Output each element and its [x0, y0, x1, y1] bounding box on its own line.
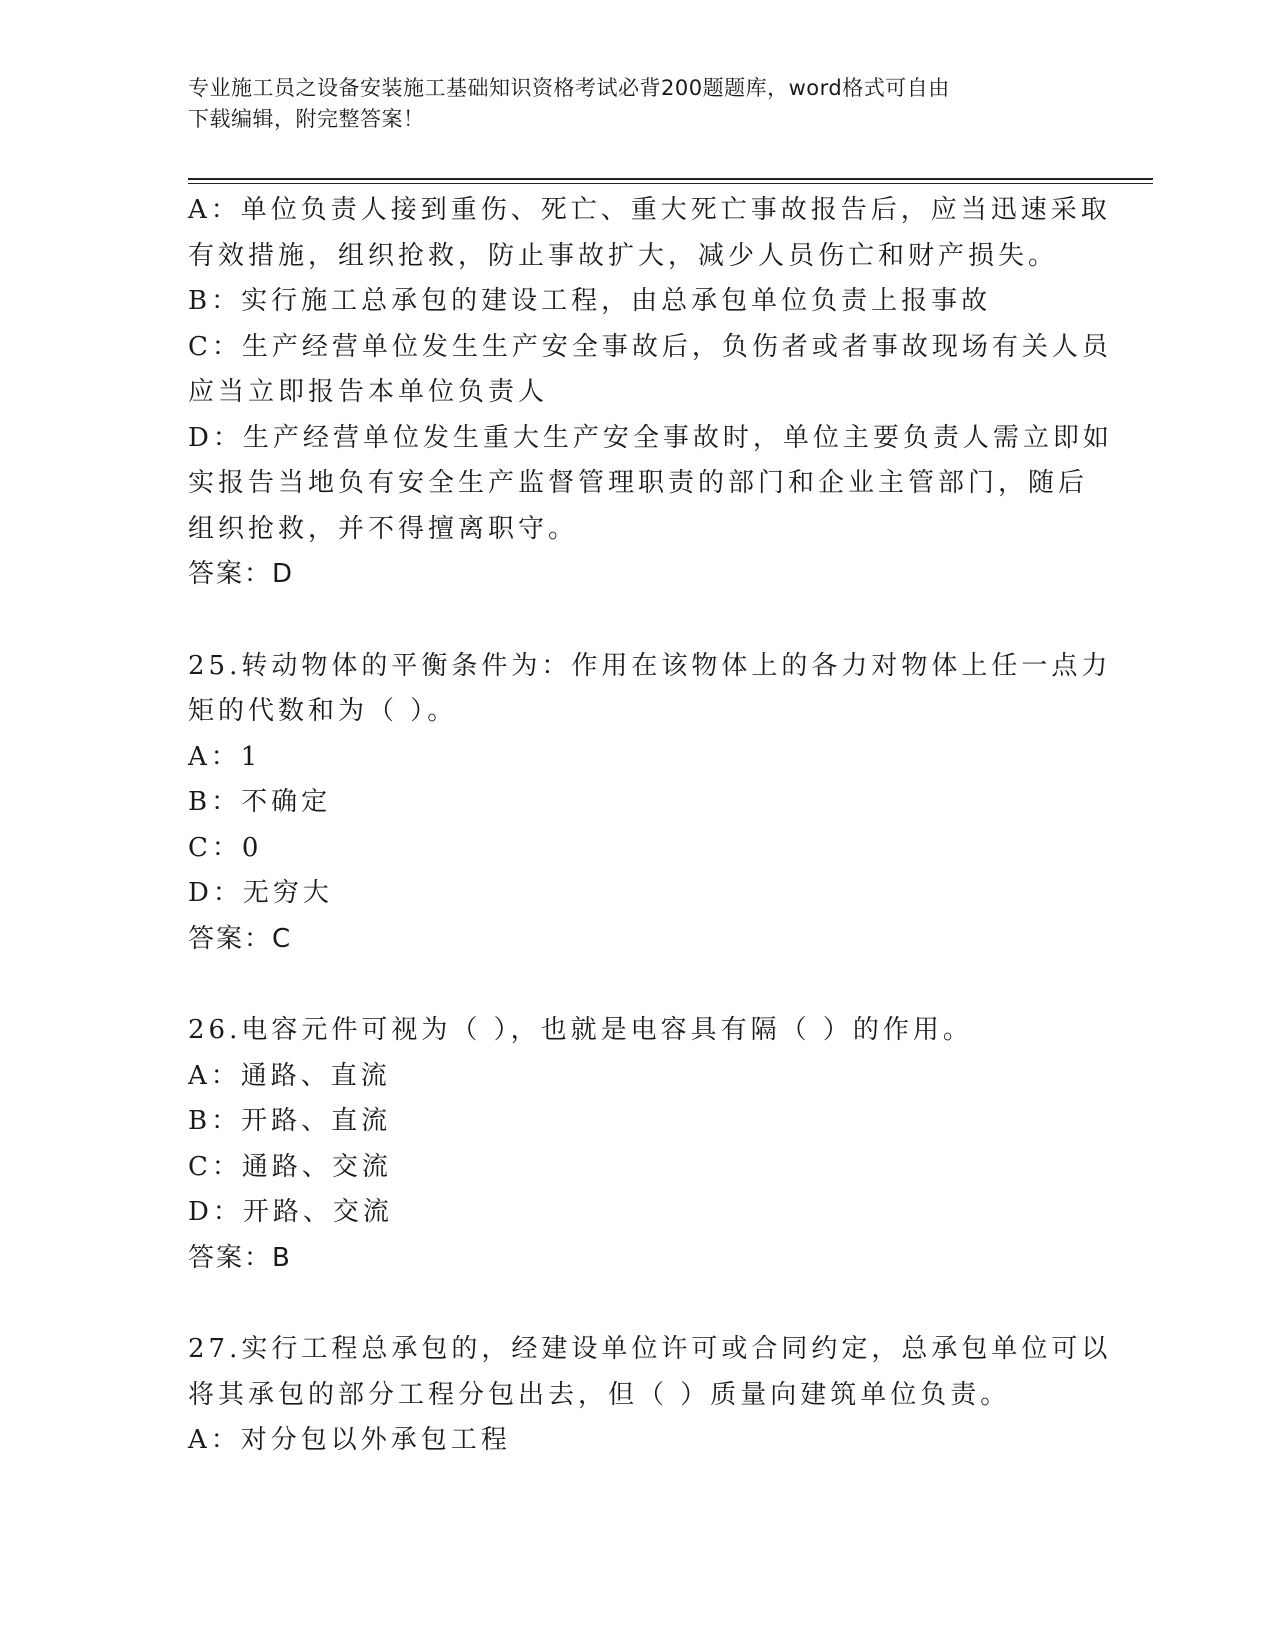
q26-option-a: A：通路、直流	[188, 1060, 391, 1091]
q26-option-b: B：开路、直流	[188, 1106, 392, 1136]
q25-option-c: C：0	[188, 832, 263, 863]
q25-option-a: A：1	[188, 741, 262, 772]
q25-option-d: D：无穷大	[188, 878, 333, 908]
q27-stem-line-1: 27.实行工程总承包的，经建设单位许可或合同约定，总承包单位可以	[188, 1334, 1112, 1364]
q24-option-d-line-3: 组织抢救，并不得擅离职守。	[188, 513, 579, 544]
q24-option-d-line-1: D：生产经营单位发生重大生产安全事故时，单位主要负责人需立即如	[188, 422, 1113, 453]
q26-stem: 26.电容元件可视为（ ），也就是电容具有隔（ ）的作用。	[188, 1015, 973, 1045]
question-24	[188, 188, 1113, 598]
q24-option-b: B：实行施工总承包的建设工程，由总承包单位负责上报事故	[188, 286, 992, 316]
question-content	[188, 188, 1113, 1464]
document-header	[188, 73, 1068, 135]
q24-option-c-line-2: 应当立即报告本单位负责人	[188, 377, 549, 407]
q25-answer: 答案：C	[188, 923, 293, 954]
q24-option-d-line-2: 实报告当地负有安全生产监督管理职责的部门和企业主管部门，随后	[188, 468, 1089, 498]
q25-stem-line-2: 矩的代数和为（ ）。	[188, 696, 458, 726]
spacer	[188, 598, 1088, 644]
question-26	[188, 1008, 1088, 1281]
header-title-line-1: 专业施工员之设备安装施工基础知识资格考试必背200题题库，word格式可自由	[188, 76, 950, 100]
q27-option-a: A：对分包以外承包工程	[188, 1425, 511, 1455]
q24-answer: 答案：D	[188, 559, 295, 589]
header-divider-thick	[188, 178, 1153, 180]
q25-stem-line-1: 25.转动物体的平衡条件为：作用在该物体上的各力对物体上任一点力	[188, 650, 1112, 681]
spacer	[188, 1281, 1088, 1327]
q27-stem-line-2: 将其承包的部分工程分包出去，但（ ）质量向建筑单位负责。	[188, 1379, 1011, 1410]
question-27	[188, 1327, 1112, 1464]
q26-option-d: D：开路、交流	[188, 1197, 393, 1227]
q26-answer: 答案：B	[188, 1242, 292, 1273]
q26-option-c: C：通路、交流	[188, 1151, 392, 1182]
q24-option-c-line-1: C：生产经营单位发生生产安全事故后，负伤者或者事故现场有关人员	[188, 331, 1112, 362]
header-title-line-2: 下载编辑，附完整答案！	[188, 107, 425, 131]
question-25	[188, 644, 1112, 963]
spacer	[188, 962, 1088, 1008]
header-divider-thin	[188, 183, 1153, 184]
q25-option-b: B：不确定	[188, 787, 332, 817]
q24-option-a-line-2: 有效措施，组织抢救，防止事故扩大，减少人员伤亡和财产损失。	[188, 240, 1059, 271]
q24-option-a-line-1: A：单位负责人接到重伤、死亡、重大死亡事故报告后，应当迅速采取	[188, 195, 1111, 225]
